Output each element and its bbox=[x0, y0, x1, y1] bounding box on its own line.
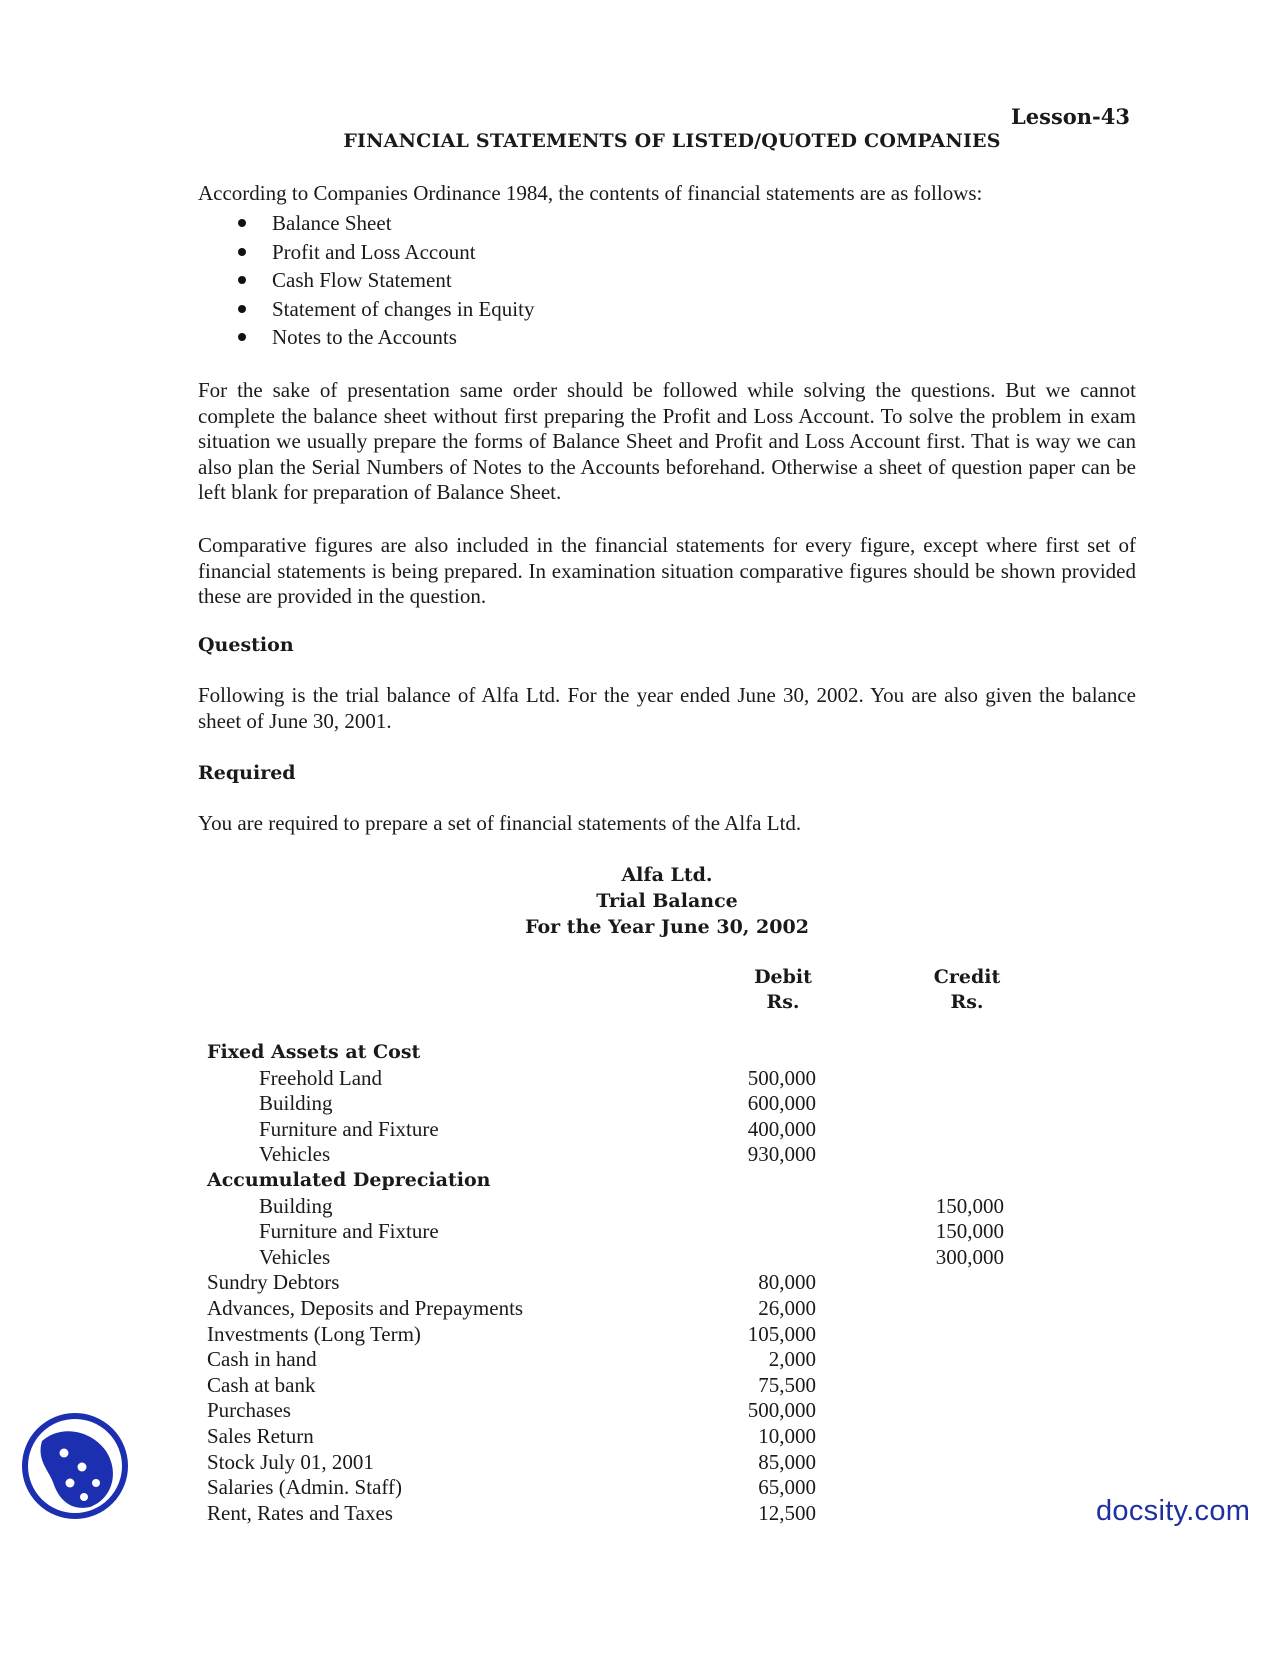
row-label: Freehold Land bbox=[259, 1065, 383, 1090]
row-label: Sundry Debtors bbox=[207, 1270, 340, 1295]
list-item: Cash Flow Statement bbox=[198, 266, 534, 295]
row-label: Salaries (Admin. Staff) bbox=[207, 1475, 402, 1500]
intro-paragraph: According to Companies Ordinance 1984, the contents of financial statements are as follows: bbox=[198, 181, 983, 205]
row-label: Furniture and Fixture bbox=[259, 1116, 439, 1141]
table-row bbox=[0, 1450, 1280, 1476]
table-row bbox=[0, 1194, 1280, 1220]
table-row bbox=[0, 1270, 1280, 1296]
table-row bbox=[0, 1091, 1280, 1117]
debit-value: 75,500 bbox=[758, 1372, 816, 1397]
debit-value: 105,000 bbox=[747, 1321, 816, 1346]
credit-value: 300,000 bbox=[935, 1244, 1004, 1269]
table-row bbox=[0, 1219, 1280, 1245]
table-row bbox=[0, 1296, 1280, 1322]
debit-value: 80,000 bbox=[758, 1270, 816, 1295]
bullet-icon bbox=[238, 219, 246, 227]
row-label: Purchases bbox=[207, 1398, 291, 1423]
table-row bbox=[0, 1424, 1280, 1450]
presentation-paragraph: For the sake of presentation same order should be followed while solving the questions. But we cannot complete the balance sheet without first preparing the Profit and Loss Account. To solve the problem in exam situation we usually prepare the forms of Balance Sheet and Profit and Loss Account first. That is way we can also plan the Serial Numbers of Notes to the Accounts beforehand. Otherwise a sheet of question paper can be left blank for preparation of Balance Sheet. bbox=[198, 378, 1136, 504]
company-name: Alfa Ltd. bbox=[621, 864, 713, 886]
row-label: Vehicles bbox=[259, 1142, 331, 1167]
table-row bbox=[0, 1142, 1280, 1168]
required-heading: Required bbox=[198, 762, 296, 784]
table-row bbox=[0, 1066, 1280, 1092]
docsity-logo-icon bbox=[20, 1411, 130, 1521]
debit-value: 12,500 bbox=[758, 1500, 816, 1525]
table-row bbox=[0, 1347, 1280, 1373]
bullet-icon bbox=[238, 248, 246, 256]
table-row bbox=[0, 1501, 1280, 1527]
row-label: Fixed Assets at Cost bbox=[207, 1041, 421, 1063]
contents-list bbox=[198, 209, 534, 352]
credit-currency: Rs. bbox=[950, 991, 984, 1013]
row-label: Building bbox=[259, 1091, 333, 1116]
row-label: Advances, Deposits and Prepayments bbox=[207, 1295, 524, 1320]
row-label: Investments (Long Term) bbox=[207, 1321, 421, 1346]
row-label: Rent, Rates and Taxes bbox=[207, 1500, 393, 1525]
docsity-watermark: docsity.com bbox=[1096, 1495, 1251, 1527]
debit-value: 26,000 bbox=[758, 1295, 816, 1320]
question-heading: Question bbox=[198, 634, 294, 656]
debit-currency: Rs. bbox=[766, 991, 800, 1013]
debit-value: 65,000 bbox=[758, 1475, 816, 1500]
debit-value: 500,000 bbox=[747, 1065, 816, 1090]
credit-column-header bbox=[912, 965, 1022, 1015]
comparative-paragraph: Comparative figures are also included in the financial statements for every figure, except where first set of financial statements is being prepared. In examination situation comparative figures should be shown provided these are provided in the question. bbox=[198, 533, 1136, 608]
table-row bbox=[0, 1398, 1280, 1424]
row-label: Stock July 01, 2001 bbox=[207, 1449, 374, 1474]
table-row bbox=[0, 1040, 1280, 1066]
debit-value: 930,000 bbox=[747, 1142, 816, 1167]
row-label: Furniture and Fixture bbox=[259, 1219, 439, 1244]
bullet-icon bbox=[238, 276, 246, 284]
table-row bbox=[0, 1245, 1280, 1271]
debit-value: 400,000 bbox=[747, 1116, 816, 1141]
lesson-number: Lesson-43 bbox=[1011, 104, 1130, 129]
debit-value: 500,000 bbox=[747, 1398, 816, 1423]
list-item: Profit and Loss Account bbox=[198, 238, 534, 267]
row-label: Accumulated Depreciation bbox=[207, 1168, 491, 1191]
question-paragraph: Following is the trial balance of Alfa Ltd. For the year ended June 30, 2002. You are also given the balance sheet of June 30, 2001. bbox=[198, 683, 1136, 733]
trial-balance-heading bbox=[198, 862, 1136, 940]
list-item: Notes to the Accounts bbox=[198, 323, 534, 352]
table-row bbox=[0, 1322, 1280, 1348]
page-title: FINANCIAL STATEMENTS OF LISTED/QUOTED COMPANIES bbox=[343, 130, 1001, 152]
debit-label: Debit bbox=[754, 966, 812, 988]
row-label: Building bbox=[259, 1193, 333, 1218]
debit-value: 2,000 bbox=[768, 1347, 816, 1372]
list-item: Balance Sheet bbox=[198, 209, 534, 238]
table-row bbox=[0, 1117, 1280, 1143]
debit-value: 10,000 bbox=[758, 1423, 816, 1448]
required-paragraph: You are required to prepare a set of financial statements of the Alfa Ltd. bbox=[198, 811, 802, 835]
bullet-icon bbox=[238, 305, 246, 313]
debit-column-header bbox=[728, 965, 838, 1015]
statement-name: Trial Balance bbox=[596, 890, 738, 912]
trial-balance-table bbox=[0, 1040, 1280, 1526]
row-label: Sales Return bbox=[207, 1423, 314, 1448]
debit-value: 600,000 bbox=[747, 1091, 816, 1116]
statement-period: For the Year June 30, 2002 bbox=[525, 916, 809, 938]
table-row bbox=[0, 1475, 1280, 1501]
credit-value: 150,000 bbox=[935, 1193, 1004, 1218]
table-row bbox=[0, 1373, 1280, 1399]
credit-label: Credit bbox=[933, 966, 1001, 988]
row-label: Cash in hand bbox=[207, 1347, 317, 1372]
row-label: Vehicles bbox=[259, 1244, 331, 1269]
row-label: Cash at bank bbox=[207, 1372, 316, 1397]
bullet-icon bbox=[238, 333, 246, 341]
credit-value: 150,000 bbox=[935, 1219, 1004, 1244]
list-item: Statement of changes in Equity bbox=[198, 295, 534, 324]
table-row bbox=[0, 1168, 1280, 1194]
debit-value: 85,000 bbox=[758, 1449, 816, 1474]
